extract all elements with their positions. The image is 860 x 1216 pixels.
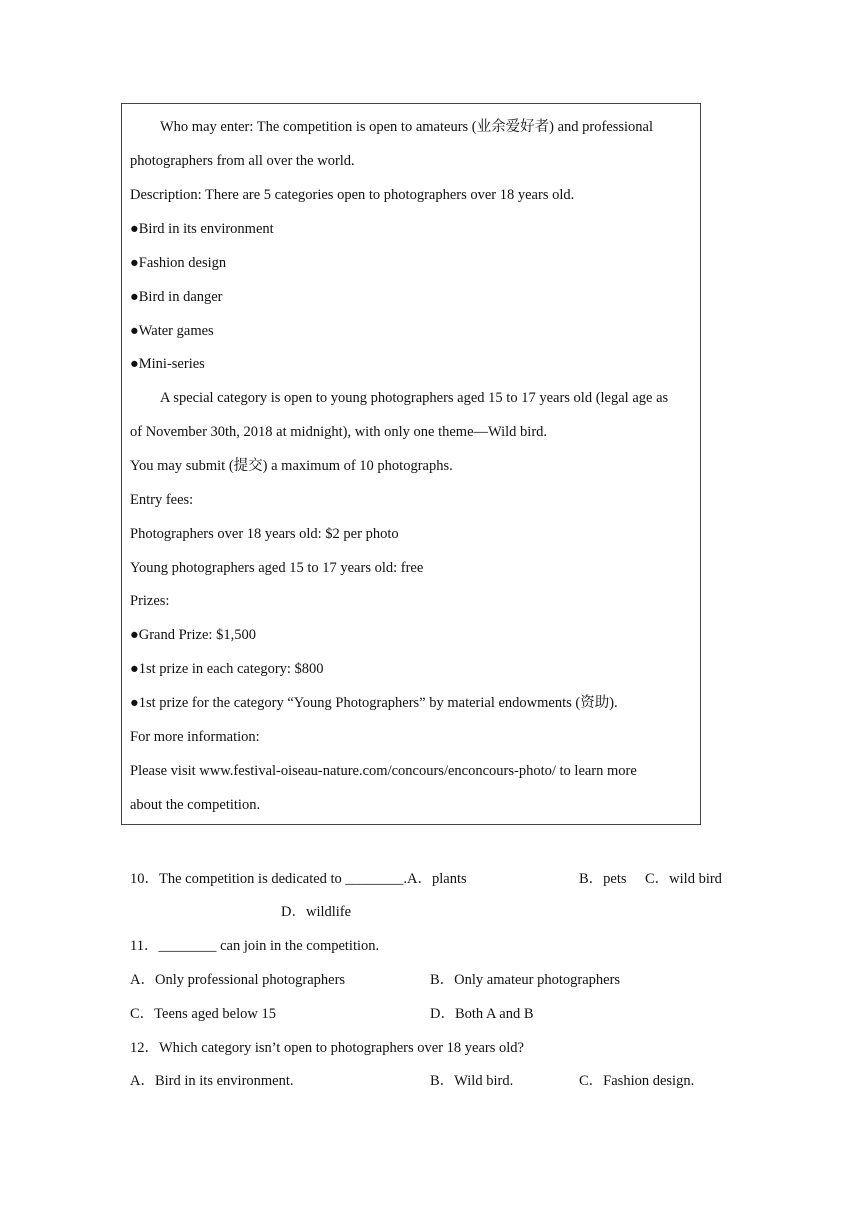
question-12-option-b: B．Wild bird. xyxy=(430,1073,514,1089)
who-may-enter-line-1: Who may enter: The competition is open to amateurs (业余爱好者) and professional xyxy=(160,119,654,135)
question-10-option-c: C．wild bird xyxy=(645,871,722,887)
prize-item: ●1st prize in each category: $800 xyxy=(130,661,324,677)
prize-item: ●Grand Prize: $1,500 xyxy=(130,627,256,643)
fee-adult-line: Photographers over 18 years old: $2 per photo xyxy=(130,526,399,542)
category-item: ●Mini-series xyxy=(130,356,205,372)
category-item: ●Bird in danger xyxy=(130,289,223,305)
question-11-option-b: B．Only amateur photographers xyxy=(430,972,621,988)
visit-line-2: about the competition. xyxy=(130,797,261,813)
question-10-option-d: D．wildlife xyxy=(281,904,352,920)
category-item: ●Water games xyxy=(130,323,214,339)
prize-item: ●1st prize for the category “Young Photographers” by material endowments (资助). xyxy=(130,695,618,711)
special-category-line-1: A special category is open to young photographers aged 15 to 17 years old (legal age as xyxy=(160,390,669,406)
fee-young-line: Young photographers aged 15 to 17 years old: free xyxy=(130,560,424,576)
question-11-stem: 11．________ can join in the competition. xyxy=(130,938,380,954)
question-10-stem: 10．The competition is dedicated to ________.A．plants xyxy=(130,871,467,887)
question-12-option-c: C．Fashion design. xyxy=(579,1073,695,1089)
visit-line-1: Please visit www.festival-oiseau-nature.com/concours/enconcours-photo/ to learn more xyxy=(130,763,637,779)
question-11-option-d: D．Both A and B xyxy=(430,1006,534,1022)
special-category-line-2: of November 30th, 2018 at midnight), with only one theme—Wild bird. xyxy=(130,424,548,440)
submit-limit-line: You may submit (提交) a maximum of 10 photographs. xyxy=(130,458,453,474)
more-info-heading: For more information: xyxy=(130,729,260,745)
question-12-stem: 12．Which category isn’t open to photographers over 18 years old? xyxy=(130,1040,524,1056)
question-10-option-b: B．pets xyxy=(579,871,627,887)
who-may-enter-line-2: photographers from all over the world. xyxy=(130,153,355,169)
category-item: ●Bird in its environment xyxy=(130,221,274,237)
entry-fees-heading: Entry fees: xyxy=(130,492,194,508)
question-11-option-a: A．Only professional photographers xyxy=(130,972,346,988)
prizes-heading: Prizes: xyxy=(130,593,170,609)
question-11-option-c: C．Teens aged below 15 xyxy=(130,1006,276,1022)
question-12-option-a: A．Bird in its environment. xyxy=(130,1073,294,1089)
category-item: ●Fashion design xyxy=(130,255,227,271)
description-line: Description: There are 5 categories open to photographers over 18 years old. xyxy=(130,187,575,203)
